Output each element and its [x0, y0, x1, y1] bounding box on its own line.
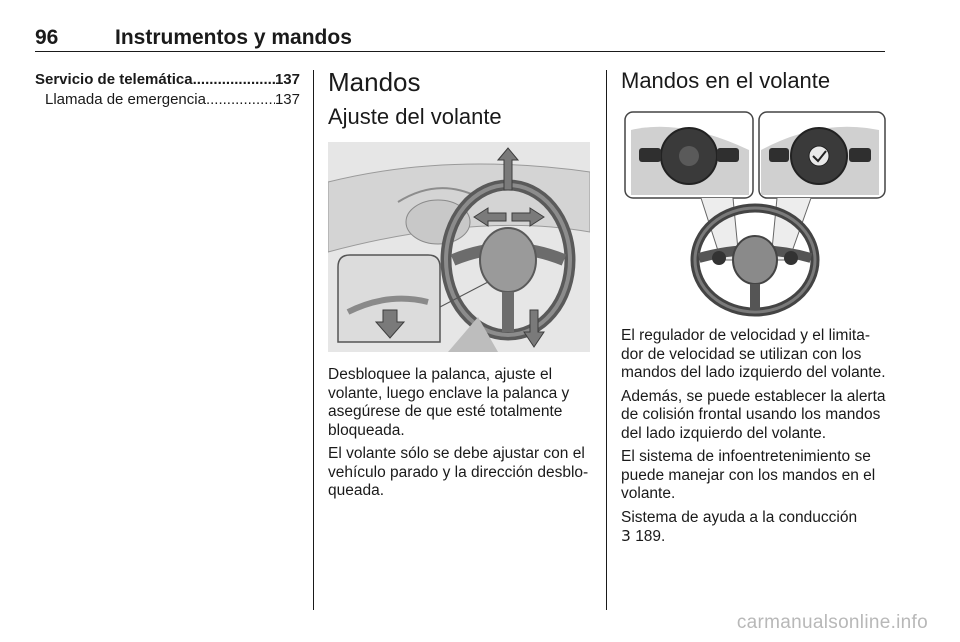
column-controls: [328, 66, 590, 506]
reference-arrow-icon: 3: [621, 527, 631, 545]
chapter-title: Instrumentos y mandos: [115, 26, 352, 49]
steering-adjust-illustration: [328, 142, 590, 352]
toc-entry-emergency-call[interactable]: Llamada de emergencia ..... 137: [35, 90, 300, 110]
toc-list: [35, 70, 300, 110]
paragraph-collision-alert: Además, se puede establecer la alerta de colisión frontal usando los mandos del lado izquierdo del volante.: [621, 387, 886, 442]
page-header: [35, 26, 885, 52]
paragraph-adjust-warning: El volante sólo se debe ajustar con el vehículo parado y la dirección desblo-queada.: [328, 445, 589, 499]
page-number: 96: [35, 26, 59, 49]
paragraph-unlock-lever: Desbloquee la palanca, ajuste el volante, luego enclave la palanca y asegúrese de que esté totalmente bloqueada.: [328, 366, 570, 439]
subsection-title-steering-adjust: Ajuste del volante: [328, 104, 502, 129]
paragraph-reference: [621, 509, 889, 547]
paragraph-infotainment: El sistema de infoentretenimiento se puede manejar con los mandos en el volante.: [621, 448, 876, 502]
toc-entry-telematics[interactable]: Servicio de telemática ..... 137: [35, 70, 300, 90]
column-divider-2: [606, 70, 607, 610]
header-rule: [35, 51, 885, 52]
reference-text: Sistema de ayuda a la conducción: [621, 508, 858, 526]
steering-wheel-controls-illustration: [621, 110, 889, 317]
watermark: carmanualsonline.info: [736, 612, 928, 633]
section-title: Mandos: [328, 67, 421, 97]
column-steering-controls: [621, 66, 889, 552]
reference-page-link[interactable]: 189.: [635, 528, 666, 545]
paragraph-cruise-control: El regulador de velocidad y el limita-dor de velocidad se utilizan con los mandos del lado izquierdo del volante.: [621, 327, 886, 381]
column-divider-1: [313, 70, 314, 610]
subsection-title-wheel-controls: Mandos en el volante: [621, 68, 831, 93]
